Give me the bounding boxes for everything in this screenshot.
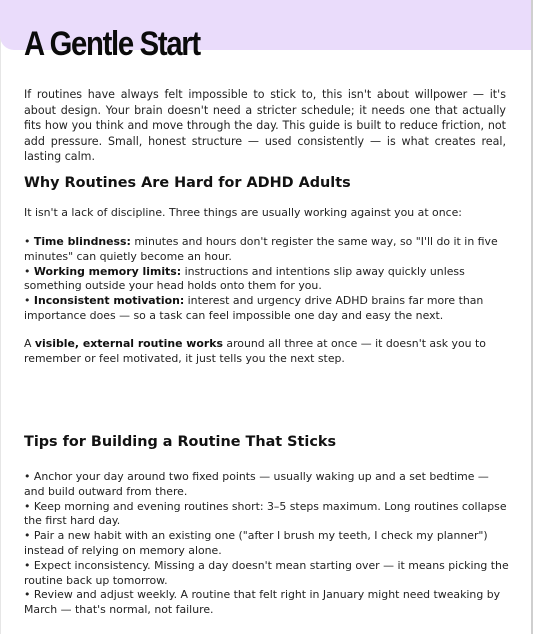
bullet-marker: • xyxy=(24,558,34,572)
page-edge-left xyxy=(0,0,1,634)
tip-text: Anchor your day around two fixed points — usually waking up and a set bedtime — and build outward from there. xyxy=(24,470,489,498)
tip-text: Review and adjust weekly. A routine that felt right in January might need tweaking by March — that's normal, not failure. xyxy=(24,588,501,617)
intro-paragraph: If routines have always felt impossible to stick to, this isn't about willpower — it's about design. Your brain doesn't need a stricter schedule; it needs one that actually fits how you think and move through the day. This guide is built to reduce friction, not add pressure. Small, honest structure — used consistently — is what creates real, lasting calm. xyxy=(24,88,506,163)
section1-closing-paragraph xyxy=(24,337,510,367)
closing-suffix: around all three at once — it doesn't ask you to remember or feel motivated, it just tells you the next step. xyxy=(24,337,486,365)
challenge-bullet-list xyxy=(24,235,510,324)
bullet-text: instructions and intentions slip away quickly unless something outside your head holds onto them for you. xyxy=(24,264,465,293)
closing-emphasis: visible, external routine works xyxy=(34,337,223,350)
bullet-marker: • xyxy=(24,470,34,483)
bullet-marker: • xyxy=(24,529,34,543)
bullet-marker: • xyxy=(24,235,34,248)
bullet-marker: • xyxy=(24,588,34,602)
tip-text: Keep morning and evening routines short: 3–5 steps maximum. Long routines collapse the first hard day. xyxy=(24,499,507,528)
tip-text: Pair a new habit with an existing one ("after I brush my teeth, I check my planner") instead of relying on memory alone. xyxy=(24,529,488,557)
bullet-marker: • xyxy=(24,294,34,308)
tip-bullet-item xyxy=(24,500,510,530)
bullet-label: Working memory limits: xyxy=(33,264,182,278)
tip-bullet-item xyxy=(24,588,510,618)
bullet-marker: • xyxy=(24,499,34,513)
tip-bullet-item xyxy=(24,559,510,589)
section1-lead-paragraph: It isn't a lack of discipline. Three things are usually working against you at once: xyxy=(24,206,462,219)
bullet-text: interest and urgency drive ADHD brains far more than importance does — so a task can feel impossible one day and easy the next. xyxy=(24,294,484,322)
challenge-bullet-item xyxy=(24,265,510,295)
tip-text: Expect inconsistency. Missing a day doesn't mean starting over — it means picking the routine back up tomorrow. xyxy=(24,558,509,587)
bullet-label: Time blindness: xyxy=(33,235,131,248)
tip-bullet-item xyxy=(24,529,510,559)
section-heading-why-routines-hard: Why Routines Are Hard for ADHD Adults xyxy=(24,175,351,191)
section-heading-tips: Tips for Building a Routine That Sticks xyxy=(24,434,337,450)
bullet-text: minutes and hours don't register the same way, so "I'll do it in five minutes" can quietly become an hour. xyxy=(24,235,498,263)
closing-prefix: A xyxy=(24,337,35,350)
document-title: A Gentle Start xyxy=(24,25,200,63)
challenge-bullet-item xyxy=(24,235,510,265)
tip-bullet-item xyxy=(24,470,510,500)
bullet-marker: • xyxy=(24,264,34,278)
bullet-label: Inconsistent motivation: xyxy=(33,294,185,308)
challenge-bullet-item xyxy=(24,294,510,324)
tips-bullet-list xyxy=(24,470,510,618)
